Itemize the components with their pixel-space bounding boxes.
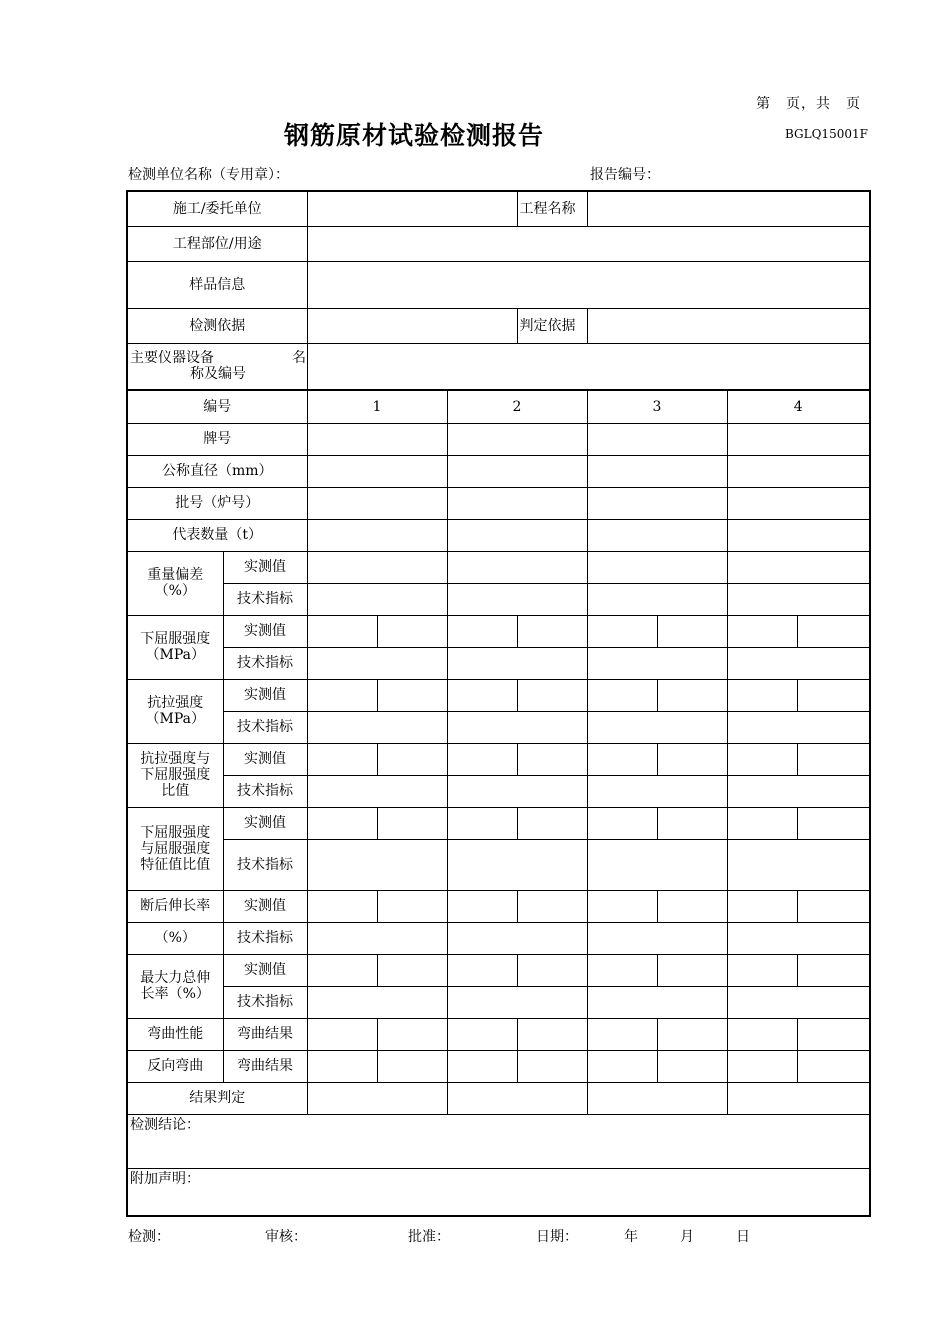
max-force-elongation-label: 最大力总伸 长率（%）: [127, 954, 223, 1018]
month-label: 月: [680, 1229, 694, 1245]
date-label: 日期：: [536, 1229, 578, 1245]
ratio1-spec-cell[interactable]: [587, 775, 727, 807]
ratio1-measured-cell[interactable]: [307, 743, 377, 775]
reverse-bend-cell[interactable]: [377, 1050, 447, 1082]
equipment-label: [127, 343, 307, 390]
yield-spec-cell[interactable]: [727, 647, 870, 679]
ratio2-measured-cell[interactable]: [797, 807, 870, 839]
ratio2-measured-cell[interactable]: [517, 807, 587, 839]
quantity-cell[interactable]: [587, 519, 727, 551]
yield-measured-cell[interactable]: [377, 615, 447, 647]
quantity-cell[interactable]: [727, 519, 870, 551]
year-label: 年: [624, 1229, 638, 1245]
yield-measured-cell[interactable]: [797, 615, 870, 647]
spec-label: 技术指标: [223, 647, 307, 679]
maxforce-spec-cell[interactable]: [447, 986, 587, 1018]
yield-measured-cell[interactable]: [587, 615, 657, 647]
statement-label: 附加声明：: [130, 1170, 200, 1187]
conclusion-section[interactable]: [127, 1114, 870, 1168]
sample-number-3: 3: [587, 390, 727, 423]
elongation-label: 断后伸长率: [127, 890, 223, 922]
yield-spec-cell[interactable]: [447, 647, 587, 679]
diameter-label: 公称直径（mm）: [127, 455, 307, 487]
spec-label: 技术指标: [223, 775, 307, 807]
diameter-cell[interactable]: [307, 455, 447, 487]
result-cell[interactable]: [727, 1082, 870, 1114]
measured-label: 实测值: [223, 954, 307, 986]
quantity-cell[interactable]: [447, 519, 587, 551]
brand-cell[interactable]: [727, 423, 870, 455]
bend-cell[interactable]: [517, 1018, 587, 1050]
elongation-spec-cell[interactable]: [447, 922, 587, 954]
ratio2-measured-cell[interactable]: [657, 807, 727, 839]
yield-measured-cell[interactable]: [307, 615, 377, 647]
ratio1-spec-cell[interactable]: [727, 775, 870, 807]
elongation-measured-cell[interactable]: [447, 890, 517, 922]
spec-label: 技术指标: [223, 839, 307, 890]
tensile-measured-cell[interactable]: [517, 679, 587, 711]
tensile-strength-label: 抗拉强度 （MPa）: [127, 679, 223, 743]
weight-measured-cell[interactable]: [587, 551, 727, 583]
equipment-label-b: 名: [292, 350, 306, 367]
diameter-cell[interactable]: [587, 455, 727, 487]
maxforce-spec-cell[interactable]: [727, 986, 870, 1018]
tensile-spec-cell[interactable]: [447, 711, 587, 743]
tensile-spec-cell[interactable]: [727, 711, 870, 743]
measured-label: 实测值: [223, 743, 307, 775]
sample-info-label: 样品信息: [127, 261, 307, 308]
result-label: 结果判定: [127, 1082, 307, 1114]
ratio2-spec-cell[interactable]: [727, 839, 870, 890]
ratio1-measured-cell[interactable]: [447, 743, 517, 775]
yield-spec-cell[interactable]: [307, 647, 447, 679]
ratio2-measured-cell[interactable]: [307, 807, 377, 839]
sample-number-4: 4: [727, 390, 870, 423]
tensile-measured-cell[interactable]: [797, 679, 870, 711]
page-number: 第 页，共 页: [756, 96, 861, 112]
bend-cell[interactable]: [797, 1018, 870, 1050]
day-label: 日: [736, 1229, 750, 1245]
maxforce-measured-cell[interactable]: [797, 954, 870, 986]
elongation-measured-cell[interactable]: [587, 890, 657, 922]
batch-cell[interactable]: [447, 487, 587, 519]
tensile-measured-cell[interactable]: [307, 679, 377, 711]
tensile-measured-cell[interactable]: [377, 679, 447, 711]
weight-measured-cell[interactable]: [727, 551, 870, 583]
tensile-measured-cell[interactable]: [447, 679, 517, 711]
ratio1-measured-cell[interactable]: [797, 743, 870, 775]
yield-measured-cell[interactable]: [657, 615, 727, 647]
maxforce-measured-cell[interactable]: [447, 954, 517, 986]
project-part-label: 工程部位/用途: [127, 226, 307, 261]
brand-cell[interactable]: [307, 423, 447, 455]
yield-measured-cell[interactable]: [727, 615, 797, 647]
construction-unit-value[interactable]: [307, 191, 517, 226]
bend-cell[interactable]: [587, 1018, 657, 1050]
equipment-value[interactable]: [307, 343, 870, 390]
measured-label: 实测值: [223, 615, 307, 647]
weight-deviation-label: 重量偏差 （%）: [127, 551, 223, 615]
yield-measured-cell[interactable]: [447, 615, 517, 647]
elongation-measured-cell[interactable]: [657, 890, 727, 922]
reverse-bend-cell[interactable]: [657, 1050, 727, 1082]
test-basis-label: 检测依据: [127, 308, 307, 343]
reverse-bend-cell[interactable]: [587, 1050, 657, 1082]
diameter-cell[interactable]: [447, 455, 587, 487]
tensile-measured-cell[interactable]: [587, 679, 657, 711]
brand-cell[interactable]: [587, 423, 727, 455]
spec-label: 技术指标: [223, 922, 307, 954]
ratio1-measured-cell[interactable]: [587, 743, 657, 775]
measured-label: 实测值: [223, 890, 307, 922]
maxforce-spec-cell[interactable]: [307, 986, 447, 1018]
project-part-value[interactable]: [307, 226, 870, 261]
reverse-bend-cell[interactable]: [307, 1050, 377, 1082]
report-number-label: 报告编号：: [590, 167, 660, 183]
brand-label: 牌号: [127, 423, 307, 455]
elongation-measured-cell[interactable]: [727, 890, 797, 922]
reverse-bend-result-label: 弯曲结果: [223, 1050, 307, 1082]
weight-spec-cell[interactable]: [307, 583, 447, 615]
sample-info-value[interactable]: [307, 261, 870, 308]
tensile-measured-cell[interactable]: [727, 679, 797, 711]
elongation-measured-cell[interactable]: [797, 890, 870, 922]
weight-measured-cell[interactable]: [307, 551, 447, 583]
construction-unit-label: 施工/委托单位: [127, 191, 307, 226]
measured-label: 实测值: [223, 807, 307, 839]
reverse-bend-cell[interactable]: [797, 1050, 870, 1082]
bend-cell[interactable]: [657, 1018, 727, 1050]
tester-label: 检测：: [128, 1229, 170, 1245]
tensile-spec-cell[interactable]: [307, 711, 447, 743]
ratio2-spec-cell[interactable]: [447, 839, 587, 890]
ratio1-measured-cell[interactable]: [517, 743, 587, 775]
bend-cell[interactable]: [447, 1018, 517, 1050]
sample-number-1: 1: [307, 390, 447, 423]
batch-cell[interactable]: [307, 487, 447, 519]
spec-label: 技术指标: [223, 986, 307, 1018]
maxforce-measured-cell[interactable]: [517, 954, 587, 986]
ratio2-measured-cell[interactable]: [377, 807, 447, 839]
ratio1-measured-cell[interactable]: [727, 743, 797, 775]
brand-cell[interactable]: [447, 423, 587, 455]
measured-label: 实测值: [223, 679, 307, 711]
elongation-measured-cell[interactable]: [377, 890, 447, 922]
elongation-unit-label: （%）: [127, 922, 223, 954]
project-name-label: 工程名称: [517, 191, 587, 226]
elongation-spec-cell[interactable]: [307, 922, 447, 954]
project-name-value[interactable]: [587, 191, 870, 226]
reverse-bend-cell[interactable]: [447, 1050, 517, 1082]
ratio2-measured-cell[interactable]: [587, 807, 657, 839]
bend-label: 弯曲性能: [127, 1018, 223, 1050]
form-code: BGLQ15001F: [785, 127, 868, 141]
ratio2-measured-cell[interactable]: [727, 807, 797, 839]
tensile-spec-cell[interactable]: [587, 711, 727, 743]
maxforce-measured-cell[interactable]: [307, 954, 377, 986]
result-cell[interactable]: [587, 1082, 727, 1114]
report-table: [126, 190, 871, 1217]
testing-unit-label: 检测单位名称（专用章）：: [128, 167, 289, 183]
yield-spec-cell[interactable]: [587, 647, 727, 679]
weight-measured-cell[interactable]: [447, 551, 587, 583]
maxforce-measured-cell[interactable]: [657, 954, 727, 986]
spec-label: 技术指标: [223, 583, 307, 615]
reverse-bend-cell[interactable]: [727, 1050, 797, 1082]
result-cell[interactable]: [307, 1082, 447, 1114]
ratio-tensile-yield-label: 抗拉强度与 下屈服强度 比值: [127, 743, 223, 807]
ratio1-measured-cell[interactable]: [377, 743, 447, 775]
measured-label: 实测值: [223, 551, 307, 583]
elongation-measured-cell[interactable]: [307, 890, 377, 922]
batch-cell[interactable]: [727, 487, 870, 519]
bend-cell[interactable]: [307, 1018, 377, 1050]
statement-section[interactable]: [127, 1168, 870, 1216]
maxforce-measured-cell[interactable]: [377, 954, 447, 986]
quantity-cell[interactable]: [307, 519, 447, 551]
yield-measured-cell[interactable]: [517, 615, 587, 647]
weight-spec-cell[interactable]: [727, 583, 870, 615]
reverse-bend-cell[interactable]: [517, 1050, 587, 1082]
bend-cell[interactable]: [377, 1018, 447, 1050]
maxforce-spec-cell[interactable]: [587, 986, 727, 1018]
equipment-label-c: 称及编号: [190, 366, 246, 383]
weight-spec-cell[interactable]: [587, 583, 727, 615]
report-title: 钢筋原材试验检测报告: [284, 121, 545, 150]
tensile-measured-cell[interactable]: [657, 679, 727, 711]
quantity-label: 代表数量（t）: [127, 519, 307, 551]
elongation-spec-cell[interactable]: [727, 922, 870, 954]
ratio1-spec-cell[interactable]: [307, 775, 447, 807]
approver-label: 批准：: [408, 1229, 450, 1245]
batch-label: 批号（炉号）: [127, 487, 307, 519]
ratio2-measured-cell[interactable]: [447, 807, 517, 839]
reviewer-label: 审核：: [265, 1229, 307, 1245]
batch-cell[interactable]: [587, 487, 727, 519]
conclusion-label: 检测结论：: [130, 1116, 200, 1133]
ratio1-spec-cell[interactable]: [447, 775, 587, 807]
test-basis-value[interactable]: [307, 308, 517, 343]
weight-spec-cell[interactable]: [447, 583, 587, 615]
number-label: 编号: [127, 390, 307, 423]
equipment-label-a: 主要仪器设备: [130, 350, 214, 367]
judge-basis-value[interactable]: [587, 308, 870, 343]
diameter-cell[interactable]: [727, 455, 870, 487]
bend-result-label: 弯曲结果: [223, 1018, 307, 1050]
elongation-measured-cell[interactable]: [517, 890, 587, 922]
judge-basis-label: 判定依据: [517, 308, 587, 343]
result-cell[interactable]: [447, 1082, 587, 1114]
ratio2-spec-cell[interactable]: [307, 839, 447, 890]
maxforce-measured-cell[interactable]: [727, 954, 797, 986]
ratio-yield-characteristic-label: 下屈服强度 与屈服强度 特征值比值: [127, 807, 223, 890]
ratio1-measured-cell[interactable]: [657, 743, 727, 775]
reverse-bend-label: 反向弯曲: [127, 1050, 223, 1082]
sample-number-2: 2: [447, 390, 587, 423]
bend-cell[interactable]: [727, 1018, 797, 1050]
ratio2-spec-cell[interactable]: [587, 839, 727, 890]
spec-label: 技术指标: [223, 711, 307, 743]
elongation-spec-cell[interactable]: [587, 922, 727, 954]
maxforce-measured-cell[interactable]: [587, 954, 657, 986]
yield-strength-label: 下屈服强度 （MPa）: [127, 615, 223, 679]
